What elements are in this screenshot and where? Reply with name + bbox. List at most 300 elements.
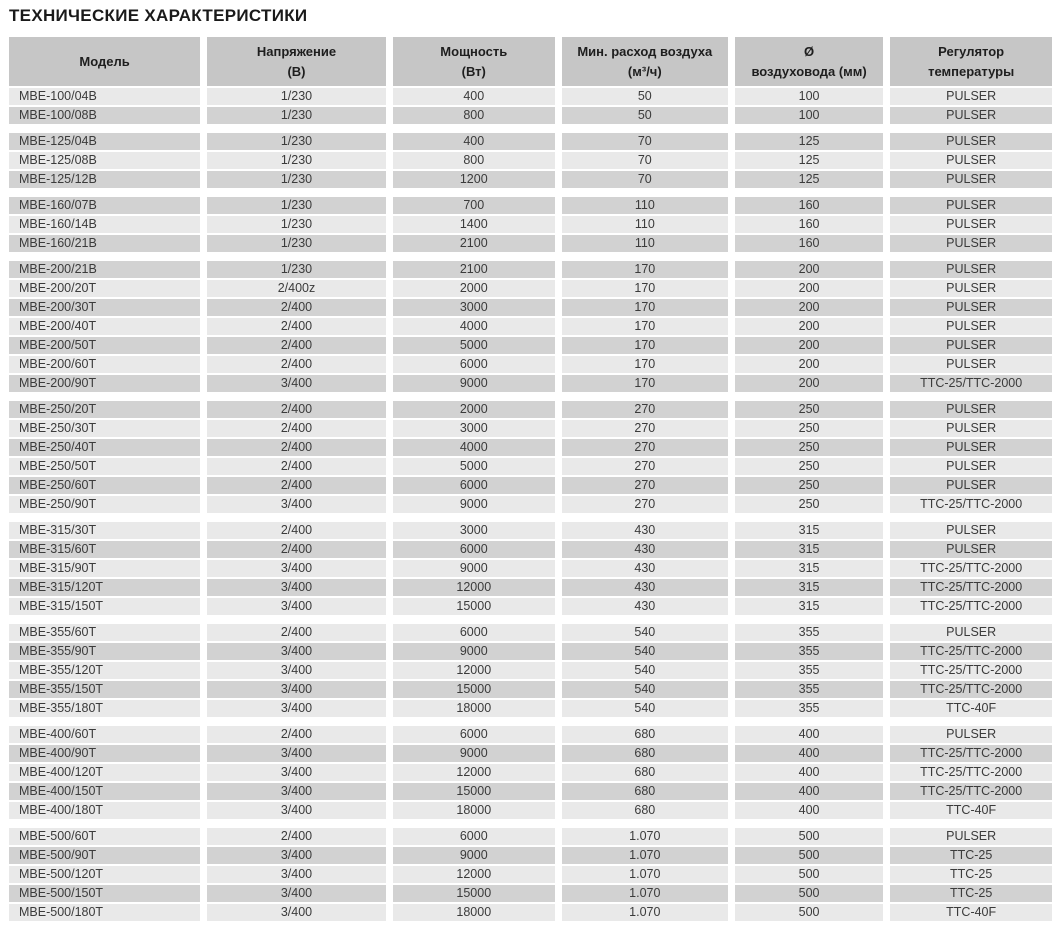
separator-cell <box>890 190 1052 197</box>
table-row <box>9 318 1052 337</box>
airflow-cell: 170 <box>562 261 735 280</box>
regulator-cell: PULSER <box>890 318 1052 337</box>
model-cell: MBE-200/50T <box>9 337 207 356</box>
separator-cell <box>207 821 393 828</box>
voltage-cell: 2/400 <box>207 726 393 745</box>
airflow-cell: 1.070 <box>562 847 735 866</box>
table-row <box>9 662 1052 681</box>
voltage-cell: 2/400 <box>207 541 393 560</box>
power-cell: 700 <box>393 197 562 216</box>
regulator-cell: TTC-25/TTC-2000 <box>890 375 1052 394</box>
power-cell: 18000 <box>393 700 562 719</box>
model-cell: MBE-355/90T <box>9 643 207 662</box>
table-row <box>9 152 1052 171</box>
separator-cell <box>9 190 207 197</box>
airflow-cell: 430 <box>562 522 735 541</box>
model-cell: MBE-355/120T <box>9 662 207 681</box>
regulator-cell: TTC-25/TTC-2000 <box>890 643 1052 662</box>
regulator-cell: PULSER <box>890 152 1052 171</box>
voltage-cell: 2/400 <box>207 477 393 496</box>
separator-cell <box>9 254 207 261</box>
table-row <box>9 700 1052 719</box>
model-cell: MBE-400/120T <box>9 764 207 783</box>
regulator-cell: PULSER <box>890 337 1052 356</box>
airflow-cell: 270 <box>562 420 735 439</box>
regulator-cell: TTC-25/TTC-2000 <box>890 496 1052 515</box>
table-row <box>9 904 1052 923</box>
model-cell: MBE-200/90T <box>9 375 207 394</box>
separator-cell <box>9 394 207 401</box>
airflow-cell: 50 <box>562 107 735 126</box>
power-cell: 12000 <box>393 662 562 681</box>
power-cell: 18000 <box>393 904 562 923</box>
regulator-cell: TTC-25/TTC-2000 <box>890 560 1052 579</box>
power-cell: 9000 <box>393 560 562 579</box>
power-cell: 800 <box>393 107 562 126</box>
voltage-cell: 2/400 <box>207 356 393 375</box>
regulator-cell: PULSER <box>890 280 1052 299</box>
separator-cell <box>9 515 207 522</box>
column-header-unit: температуры <box>928 63 1015 79</box>
table-row <box>9 420 1052 439</box>
table-row <box>9 299 1052 318</box>
voltage-cell: 3/400 <box>207 885 393 904</box>
model-cell: MBE-200/30T <box>9 299 207 318</box>
diameter-cell: 355 <box>735 681 890 700</box>
table-row <box>9 643 1052 662</box>
table-row <box>9 847 1052 866</box>
diameter-cell: 125 <box>735 133 890 152</box>
separator-cell <box>562 821 735 828</box>
voltage-cell: 2/400 <box>207 624 393 643</box>
table-row <box>9 280 1052 299</box>
airflow-cell: 680 <box>562 726 735 745</box>
regulator-cell: TTC-40F <box>890 802 1052 821</box>
group-separator <box>9 515 1052 522</box>
separator-cell <box>393 617 562 624</box>
model-cell: MBE-500/60T <box>9 828 207 847</box>
diameter-symbol: Ø <box>804 44 815 59</box>
diameter-cell: 500 <box>735 828 890 847</box>
power-cell: 12000 <box>393 579 562 598</box>
table-row <box>9 356 1052 375</box>
power-cell: 9000 <box>393 375 562 394</box>
table-row <box>9 885 1052 904</box>
table-row <box>9 579 1052 598</box>
separator-cell <box>562 190 735 197</box>
spec-table-body <box>9 88 1052 923</box>
diameter-cell: 400 <box>735 726 890 745</box>
group-separator <box>9 617 1052 624</box>
voltage-cell: 2/400 <box>207 420 393 439</box>
airflow-cell: 270 <box>562 401 735 420</box>
diameter-cell: 355 <box>735 662 890 681</box>
model-cell: MBE-250/50T <box>9 458 207 477</box>
airflow-cell: 170 <box>562 299 735 318</box>
model-cell: MBE-250/40T <box>9 439 207 458</box>
model-cell: MBE-315/30T <box>9 522 207 541</box>
voltage-cell: 2/400 <box>207 337 393 356</box>
airflow-cell: 540 <box>562 700 735 719</box>
power-cell: 800 <box>393 152 562 171</box>
model-cell: MBE-250/90T <box>9 496 207 515</box>
power-cell: 6000 <box>393 828 562 847</box>
column-header-airflow <box>562 37 735 88</box>
group-separator <box>9 394 1052 401</box>
voltage-cell: 3/400 <box>207 560 393 579</box>
voltage-cell: 3/400 <box>207 598 393 617</box>
voltage-cell: 1/230 <box>207 107 393 126</box>
column-header-label: Напряжение <box>256 44 337 59</box>
voltage-cell: 1/230 <box>207 216 393 235</box>
diameter-cell: 400 <box>735 802 890 821</box>
diameter-cell: 250 <box>735 439 890 458</box>
table-row <box>9 560 1052 579</box>
diameter-cell: 315 <box>735 560 890 579</box>
voltage-cell: 3/400 <box>207 579 393 598</box>
diameter-cell: 400 <box>735 783 890 802</box>
airflow-cell: 70 <box>562 171 735 190</box>
voltage-cell: 1/230 <box>207 197 393 216</box>
voltage-cell: 3/400 <box>207 496 393 515</box>
diameter-cell: 125 <box>735 171 890 190</box>
table-row <box>9 458 1052 477</box>
table-row <box>9 866 1052 885</box>
table-row <box>9 375 1052 394</box>
voltage-cell: 3/400 <box>207 866 393 885</box>
voltage-cell: 3/400 <box>207 662 393 681</box>
voltage-cell: 3/400 <box>207 700 393 719</box>
power-cell: 9000 <box>393 643 562 662</box>
separator-cell <box>207 126 393 133</box>
column-header-label: Модель <box>79 53 130 69</box>
regulator-cell: PULSER <box>890 107 1052 126</box>
diameter-cell: 500 <box>735 847 890 866</box>
airflow-cell: 540 <box>562 662 735 681</box>
airflow-cell: 110 <box>562 197 735 216</box>
regulator-cell: PULSER <box>890 624 1052 643</box>
diameter-cell: 200 <box>735 280 890 299</box>
diameter-cell: 315 <box>735 541 890 560</box>
diameter-cell: 500 <box>735 885 890 904</box>
regulator-cell: TTC-25/TTC-2000 <box>890 783 1052 802</box>
diameter-cell: 315 <box>735 579 890 598</box>
airflow-cell: 1.070 <box>562 904 735 923</box>
airflow-cell: 1.070 <box>562 885 735 904</box>
airflow-cell: 540 <box>562 624 735 643</box>
power-cell: 4000 <box>393 318 562 337</box>
power-cell: 2100 <box>393 261 562 280</box>
model-cell: MBE-125/04B <box>9 133 207 152</box>
regulator-cell: TTC-25/TTC-2000 <box>890 745 1052 764</box>
separator-cell <box>735 254 890 261</box>
airflow-cell: 110 <box>562 216 735 235</box>
model-cell: MBE-500/150T <box>9 885 207 904</box>
model-cell: MBE-160/14B <box>9 216 207 235</box>
voltage-cell: 1/230 <box>207 88 393 107</box>
table-row <box>9 477 1052 496</box>
airflow-cell: 70 <box>562 152 735 171</box>
power-cell: 1200 <box>393 171 562 190</box>
diameter-cell: 250 <box>735 458 890 477</box>
column-header-unit: (В) <box>287 63 306 79</box>
diameter-cell: 315 <box>735 598 890 617</box>
voltage-cell: 2/400 <box>207 439 393 458</box>
regulator-cell: PULSER <box>890 828 1052 847</box>
model-cell: MBE-250/60T <box>9 477 207 496</box>
voltage-cell: 2/400 <box>207 299 393 318</box>
airflow-cell: 540 <box>562 681 735 700</box>
separator-cell <box>393 126 562 133</box>
model-cell: MBE-400/60T <box>9 726 207 745</box>
table-row <box>9 745 1052 764</box>
airflow-cell: 110 <box>562 235 735 254</box>
group-separator <box>9 821 1052 828</box>
regulator-cell: TTC-25/TTC-2000 <box>890 598 1052 617</box>
table-row <box>9 522 1052 541</box>
voltage-cell: 3/400 <box>207 783 393 802</box>
power-cell: 15000 <box>393 783 562 802</box>
model-cell: MBE-200/21B <box>9 261 207 280</box>
airflow-cell: 1.070 <box>562 866 735 885</box>
power-cell: 1400 <box>393 216 562 235</box>
separator-cell <box>9 617 207 624</box>
separator-cell <box>9 126 207 133</box>
column-header-label: Мощность <box>440 44 508 59</box>
table-row <box>9 133 1052 152</box>
separator-cell <box>207 190 393 197</box>
diameter-cell: 200 <box>735 261 890 280</box>
airflow-cell: 270 <box>562 477 735 496</box>
power-cell: 6000 <box>393 356 562 375</box>
diameter-cell: 250 <box>735 496 890 515</box>
separator-cell <box>735 821 890 828</box>
separator-cell <box>207 254 393 261</box>
diameter-cell: 160 <box>735 235 890 254</box>
separator-cell <box>562 126 735 133</box>
airflow-cell: 170 <box>562 337 735 356</box>
power-cell: 9000 <box>393 496 562 515</box>
model-cell: MBE-315/60T <box>9 541 207 560</box>
power-cell: 9000 <box>393 745 562 764</box>
regulator-cell: TTC-40F <box>890 904 1052 923</box>
power-cell: 6000 <box>393 726 562 745</box>
regulator-cell: PULSER <box>890 420 1052 439</box>
model-cell: MBE-250/30T <box>9 420 207 439</box>
separator-cell <box>890 719 1052 726</box>
group-separator <box>9 719 1052 726</box>
model-cell: MBE-200/60T <box>9 356 207 375</box>
column-header-model <box>9 37 207 88</box>
diameter-cell: 200 <box>735 299 890 318</box>
regulator-cell: TTC-25/TTC-2000 <box>890 579 1052 598</box>
model-cell: MBE-160/21B <box>9 235 207 254</box>
column-header-temperature-regulator <box>890 37 1052 88</box>
power-cell: 2100 <box>393 235 562 254</box>
model-cell: MBE-100/08B <box>9 107 207 126</box>
voltage-cell: 1/230 <box>207 133 393 152</box>
airflow-cell: 680 <box>562 764 735 783</box>
diameter-cell: 250 <box>735 401 890 420</box>
separator-cell <box>393 719 562 726</box>
diameter-cell: 315 <box>735 522 890 541</box>
airflow-cell: 540 <box>562 643 735 662</box>
voltage-cell: 1/230 <box>207 261 393 280</box>
separator-cell <box>207 719 393 726</box>
separator-cell <box>735 617 890 624</box>
table-row <box>9 439 1052 458</box>
model-cell: MBE-500/180T <box>9 904 207 923</box>
regulator-cell: PULSER <box>890 726 1052 745</box>
model-cell: MBE-355/60T <box>9 624 207 643</box>
airflow-cell: 430 <box>562 579 735 598</box>
regulator-cell: PULSER <box>890 216 1052 235</box>
model-cell: MBE-400/150T <box>9 783 207 802</box>
regulator-cell: PULSER <box>890 356 1052 375</box>
model-cell: MBE-200/20T <box>9 280 207 299</box>
column-header-unit: воздуховода (мм) <box>751 63 867 79</box>
page-title: ТЕХНИЧЕСКИЕ ХАРАКТЕРИСТИКИ <box>9 6 308 25</box>
model-cell: MBE-100/04B <box>9 88 207 107</box>
regulator-cell: PULSER <box>890 522 1052 541</box>
power-cell: 15000 <box>393 681 562 700</box>
diameter-cell: 200 <box>735 318 890 337</box>
regulator-cell: PULSER <box>890 439 1052 458</box>
airflow-cell: 70 <box>562 133 735 152</box>
table-row <box>9 261 1052 280</box>
diameter-cell: 400 <box>735 764 890 783</box>
table-row <box>9 337 1052 356</box>
diameter-cell: 355 <box>735 700 890 719</box>
separator-cell <box>890 254 1052 261</box>
separator-cell <box>735 719 890 726</box>
separator-cell <box>735 126 890 133</box>
model-cell: MBE-500/90T <box>9 847 207 866</box>
power-cell: 15000 <box>393 598 562 617</box>
regulator-cell: PULSER <box>890 133 1052 152</box>
airflow-cell: 680 <box>562 783 735 802</box>
diameter-cell: 160 <box>735 216 890 235</box>
model-cell: MBE-125/08B <box>9 152 207 171</box>
separator-cell <box>562 254 735 261</box>
airflow-cell: 170 <box>562 375 735 394</box>
diameter-cell: 250 <box>735 420 890 439</box>
voltage-cell: 3/400 <box>207 764 393 783</box>
voltage-cell: 3/400 <box>207 847 393 866</box>
separator-cell <box>890 394 1052 401</box>
regulator-cell: TTC-40F <box>890 700 1052 719</box>
voltage-cell: 3/400 <box>207 745 393 764</box>
regulator-cell: PULSER <box>890 261 1052 280</box>
separator-cell <box>393 190 562 197</box>
voltage-cell: 2/400z <box>207 280 393 299</box>
table-row <box>9 624 1052 643</box>
table-header-row <box>9 37 1052 88</box>
power-cell: 5000 <box>393 337 562 356</box>
model-cell: MBE-355/180T <box>9 700 207 719</box>
diameter-cell: 500 <box>735 904 890 923</box>
power-cell: 15000 <box>393 885 562 904</box>
voltage-cell: 1/230 <box>207 235 393 254</box>
regulator-cell: TTC-25/TTC-2000 <box>890 764 1052 783</box>
power-cell: 6000 <box>393 624 562 643</box>
separator-cell <box>890 126 1052 133</box>
table-row <box>9 802 1052 821</box>
model-cell: MBE-200/40T <box>9 318 207 337</box>
diameter-cell: 250 <box>735 477 890 496</box>
group-separator <box>9 126 1052 133</box>
regulator-cell: TTC-25 <box>890 866 1052 885</box>
voltage-cell: 2/400 <box>207 522 393 541</box>
separator-cell <box>562 394 735 401</box>
power-cell: 2000 <box>393 401 562 420</box>
column-header-label: Мин. расход воздуха <box>577 44 713 59</box>
power-cell: 4000 <box>393 439 562 458</box>
specifications-table <box>9 37 1052 923</box>
separator-cell <box>9 719 207 726</box>
diameter-cell: 200 <box>735 356 890 375</box>
model-cell: MBE-315/150T <box>9 598 207 617</box>
power-cell: 9000 <box>393 847 562 866</box>
separator-cell <box>562 515 735 522</box>
regulator-cell: TTC-25/TTC-2000 <box>890 662 1052 681</box>
voltage-cell: 2/400 <box>207 318 393 337</box>
column-header-power <box>393 37 562 88</box>
table-row <box>9 171 1052 190</box>
airflow-cell: 170 <box>562 356 735 375</box>
model-cell: MBE-125/12B <box>9 171 207 190</box>
power-cell: 12000 <box>393 866 562 885</box>
model-cell: MBE-400/90T <box>9 745 207 764</box>
airflow-cell: 50 <box>562 88 735 107</box>
table-row <box>9 764 1052 783</box>
power-cell: 3000 <box>393 299 562 318</box>
table-row <box>9 783 1052 802</box>
regulator-cell: PULSER <box>890 299 1052 318</box>
airflow-cell: 430 <box>562 598 735 617</box>
model-cell: MBE-355/150T <box>9 681 207 700</box>
voltage-cell: 1/230 <box>207 152 393 171</box>
diameter-cell: 125 <box>735 152 890 171</box>
table-row <box>9 541 1052 560</box>
voltage-cell: 2/400 <box>207 828 393 847</box>
voltage-cell: 1/230 <box>207 171 393 190</box>
airflow-cell: 680 <box>562 745 735 764</box>
separator-cell <box>207 394 393 401</box>
model-cell: MBE-250/20T <box>9 401 207 420</box>
separator-cell <box>393 254 562 261</box>
diameter-cell: 355 <box>735 624 890 643</box>
diameter-cell: 160 <box>735 197 890 216</box>
column-header-unit: (м³/ч) <box>627 63 662 79</box>
table-row <box>9 726 1052 745</box>
regulator-cell: PULSER <box>890 197 1052 216</box>
voltage-cell: 3/400 <box>207 375 393 394</box>
diameter-cell: 400 <box>735 745 890 764</box>
regulator-cell: PULSER <box>890 171 1052 190</box>
regulator-cell: TTC-25 <box>890 885 1052 904</box>
group-separator <box>9 254 1052 261</box>
separator-cell <box>207 515 393 522</box>
power-cell: 2000 <box>393 280 562 299</box>
model-cell: MBE-400/180T <box>9 802 207 821</box>
power-cell: 400 <box>393 88 562 107</box>
separator-cell <box>393 515 562 522</box>
power-cell: 12000 <box>393 764 562 783</box>
power-cell: 6000 <box>393 541 562 560</box>
regulator-cell: PULSER <box>890 88 1052 107</box>
power-cell: 6000 <box>393 477 562 496</box>
